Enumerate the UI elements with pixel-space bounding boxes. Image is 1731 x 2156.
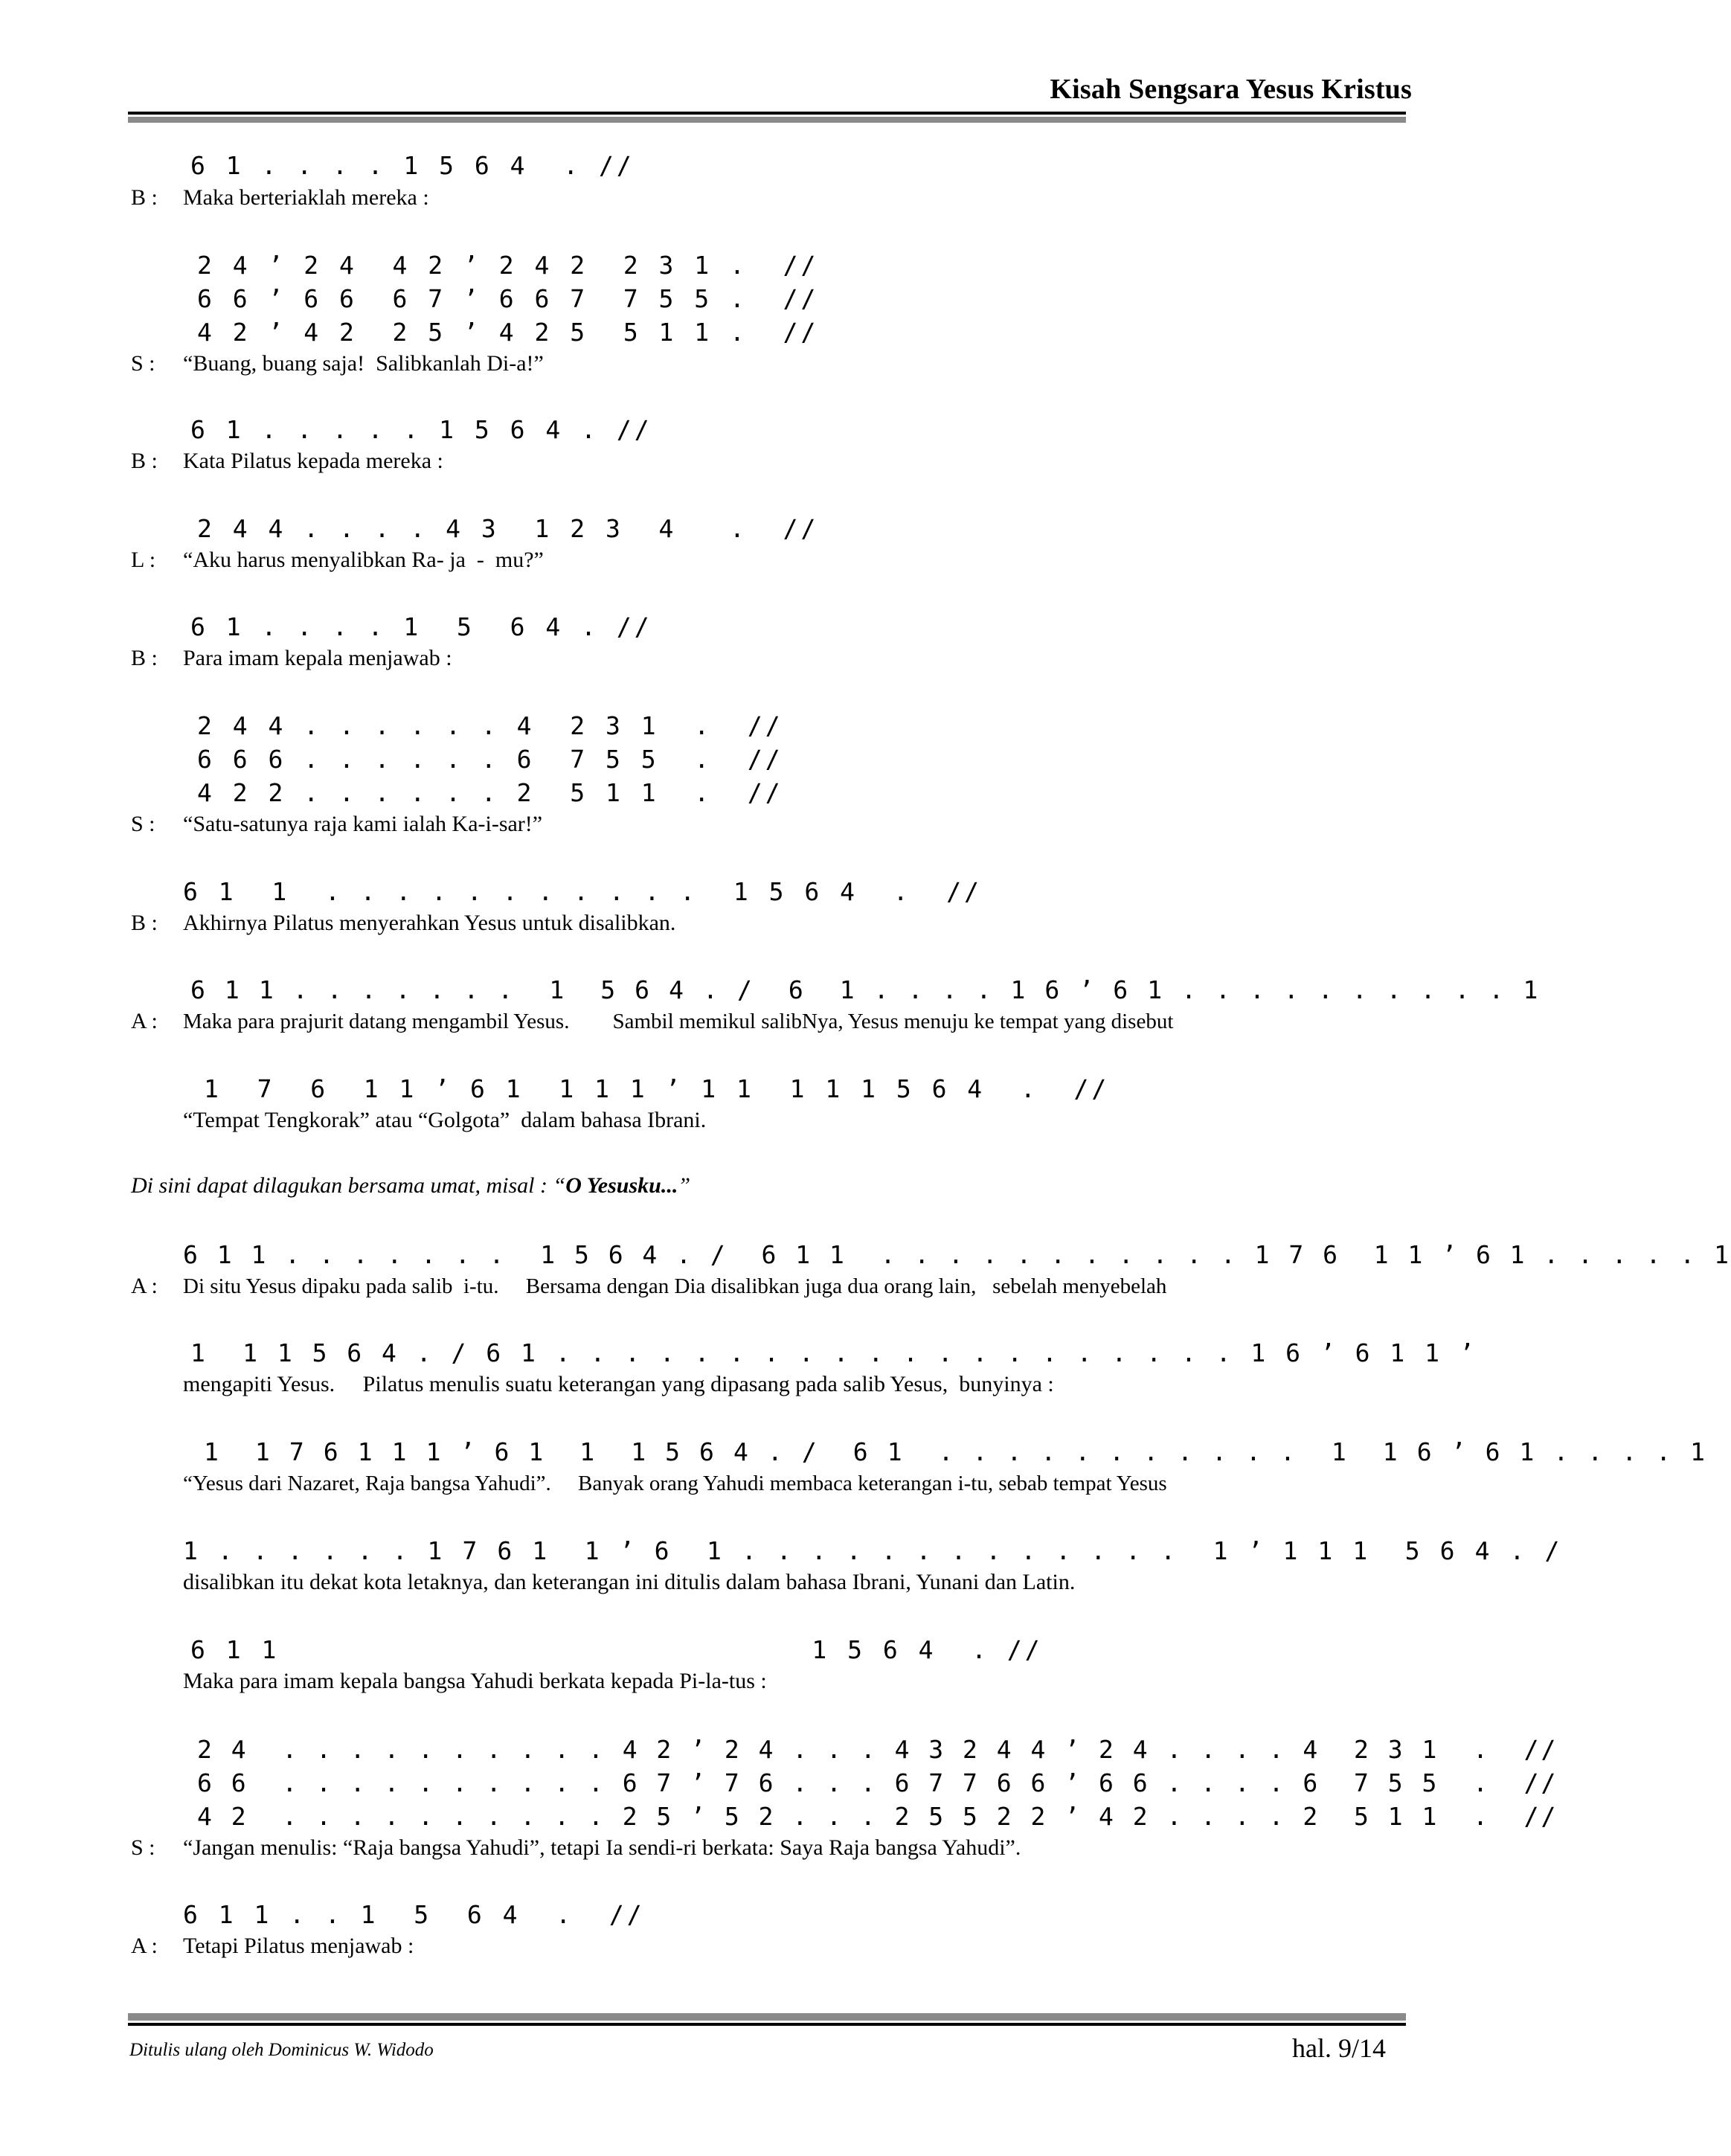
voice-label: S :: [131, 812, 155, 836]
voice-label: L :: [131, 548, 156, 572]
notation-line: 6 1 1 1 5 6 4 . //: [190, 1635, 1043, 1664]
footer-author: Ditulis ulang oleh Dominicus W. Widodo: [129, 2040, 434, 2060]
voice-label: A :: [131, 1009, 158, 1033]
singing-instruction: Di sini dapat dilagukan bersama umat, misal : “O Yesusku...”: [131, 1173, 691, 1198]
voice-label: S :: [131, 1835, 155, 1860]
lyric-line: mengapiti Yesus. Pilatus menulis suatu keterangan yang dipasang pada salib Yesus, bunyinya :: [183, 1372, 1054, 1396]
lyric-line: “Jangan menulis: “Raja bangsa Yahudi”, tetapi Ia sendi-ri berkata: Saya Raja bangsa Yahudi”.: [183, 1835, 1021, 1860]
lyric-line: “Satu-satunya raja kami ialah Ka-i-sar!”: [183, 812, 543, 836]
voice-label: A :: [131, 1274, 158, 1298]
notation-line: 6 6 6 . . . . . . 6 7 5 5 . //: [197, 745, 783, 774]
notation-line: 6 1 1 . . . . . . . . . . . 1 5 6 4 . //: [183, 877, 983, 906]
lyric-line: Maka para imam kepala bangsa Yahudi berkata kepada Pi-la-tus :: [183, 1669, 767, 1693]
header-rule-shadow: [128, 117, 1406, 123]
voice-label: B :: [131, 185, 158, 210]
notation-line: 2 4 4 . . . . . . 4 2 3 1 . //: [197, 711, 783, 740]
notation-line: 6 1 1 . . . . . . . 1 5 6 4 . / 6 1 1 . . . . . . . . . . . 1 7 6 1 1 ’ 6 1 . . . . . 1: [183, 1240, 1731, 1269]
notation-line: 2 4 ’ 2 4 4 2 ’ 2 4 2 2 3 1 . //: [197, 251, 819, 280]
lyric-line: Kata Pilatus kepada mereka :: [183, 449, 443, 473]
notation-line: 4 2 ’ 4 2 2 5 ’ 4 2 5 5 1 1 . //: [197, 318, 819, 347]
notation-line: 6 1 1 . . 1 5 6 4 . //: [183, 1900, 645, 1929]
lyric-line: “Aku harus menyalibkan Ra- ja - mu?”: [183, 548, 544, 572]
lyric-line: Tetapi Pilatus menjawab :: [183, 1934, 414, 1958]
notation-line: 6 6 ’ 6 6 6 7 ’ 6 6 7 7 5 5 . //: [197, 284, 819, 313]
notation-line: 4 2 2 . . . . . . 2 5 1 1 . //: [197, 778, 783, 807]
notation-line: 1 1 1 5 6 4 . / 6 1 . . . . . . . . . . . . . . . . . . . . 1 6 ’ 6 1 1 ’: [190, 1338, 1477, 1367]
lyric-line: Akhirnya Pilatus menyerahkan Yesus untuk disalibkan.: [183, 911, 676, 935]
header-rule: [128, 112, 1406, 115]
footer-rule-shadow: [128, 2013, 1406, 2021]
lyric-line: Maka para prajurit datang mengambil Yesus. Sambil memikul salibNya, Yesus menuju ke tempat yang disebut: [183, 1010, 1174, 1033]
lyric-line: “Buang, buang saja! Salibkanlah Di-a!”: [183, 351, 544, 376]
notation-line: 1 7 6 1 1 ’ 6 1 1 1 1 ’ 1 1 1 1 1 5 6 4 . //: [204, 1074, 1110, 1103]
notation-line: 1 1 7 6 1 1 1 ’ 6 1 1 1 5 6 4 . / 6 1 . . . . . . . . . . . 1 1 6 ’ 6 1 . . . . 1: [204, 1437, 1708, 1466]
lyric-line: Maka berteriaklah mereka :: [183, 185, 429, 210]
voice-label: A :: [131, 1934, 158, 1958]
notation-line: 1 . . . . . . 1 7 6 1 1 ’ 6 1 . . . . . . . . . . . . . 1 ’ 1 1 1 5 6 4 . /: [183, 1536, 1562, 1565]
notation-line: 6 1 . . . . . 1 5 6 4 . //: [190, 415, 652, 444]
lyric-line: Para imam kepala menjawab :: [183, 646, 452, 670]
notation-line: 2 4 4 . . . . 4 3 1 2 3 4 . //: [197, 514, 819, 543]
lyric-line: “Yesus dari Nazaret, Raja bangsa Yahudi”. Banyak orang Yahudi membaca keterangan i-tu, sebab tempat Yesus: [183, 1472, 1167, 1495]
voice-label: B :: [131, 911, 158, 935]
notation-line: 4 2 . . . . . . . . . . 2 5 ’ 5 2 . . . 2 5 5 2 2 ’ 4 2 . . . . 2 5 1 1 . //: [197, 1802, 1558, 1831]
notation-line: 6 1 . . . . 1 5 6 4 . //: [190, 151, 635, 180]
notation-line: 6 1 . . . . 1 5 6 4 . //: [190, 612, 652, 641]
lyric-line: “Tempat Tengkorak” atau “Golgota” dalam bahasa Ibrani.: [183, 1108, 707, 1132]
voice-label: S :: [131, 351, 155, 376]
voice-label: B :: [131, 646, 158, 670]
header-title: Kisah Sengsara Yesus Kristus: [1050, 74, 1412, 105]
notation-line: 6 6 . . . . . . . . . . 6 7 ’ 7 6 . . . 6 7 7 6 6 ’ 6 6 . . . . 6 7 5 5 . //: [197, 1768, 1558, 1797]
lyric-line: Di situ Yesus dipaku pada salib i-tu. Bersama dengan Dia disalibkan juga dua orang lain, sebelah menyebelah: [183, 1274, 1167, 1298]
lyric-line: disalibkan itu dekat kota letaknya, dan keterangan ini ditulis dalam bahasa Ibrani, Yunani dan Latin.: [183, 1570, 1076, 1594]
footer-rule: [128, 2023, 1406, 2026]
song-title: O Yesusku...: [565, 1173, 678, 1198]
page-number: hal. 9/14: [1292, 2033, 1386, 2063]
voice-label: B :: [131, 449, 158, 473]
notation-line: 6 1 1 . . . . . . . 1 5 6 4 . / 6 1 . . . . 1 6 ’ 6 1 . . . . . . . . . . 1: [190, 975, 1541, 1004]
notation-line: 2 4 . . . . . . . . . . 4 2 ’ 2 4 . . . 4 3 2 4 4 ’ 2 4 . . . . 4 2 3 1 . //: [197, 1735, 1558, 1764]
